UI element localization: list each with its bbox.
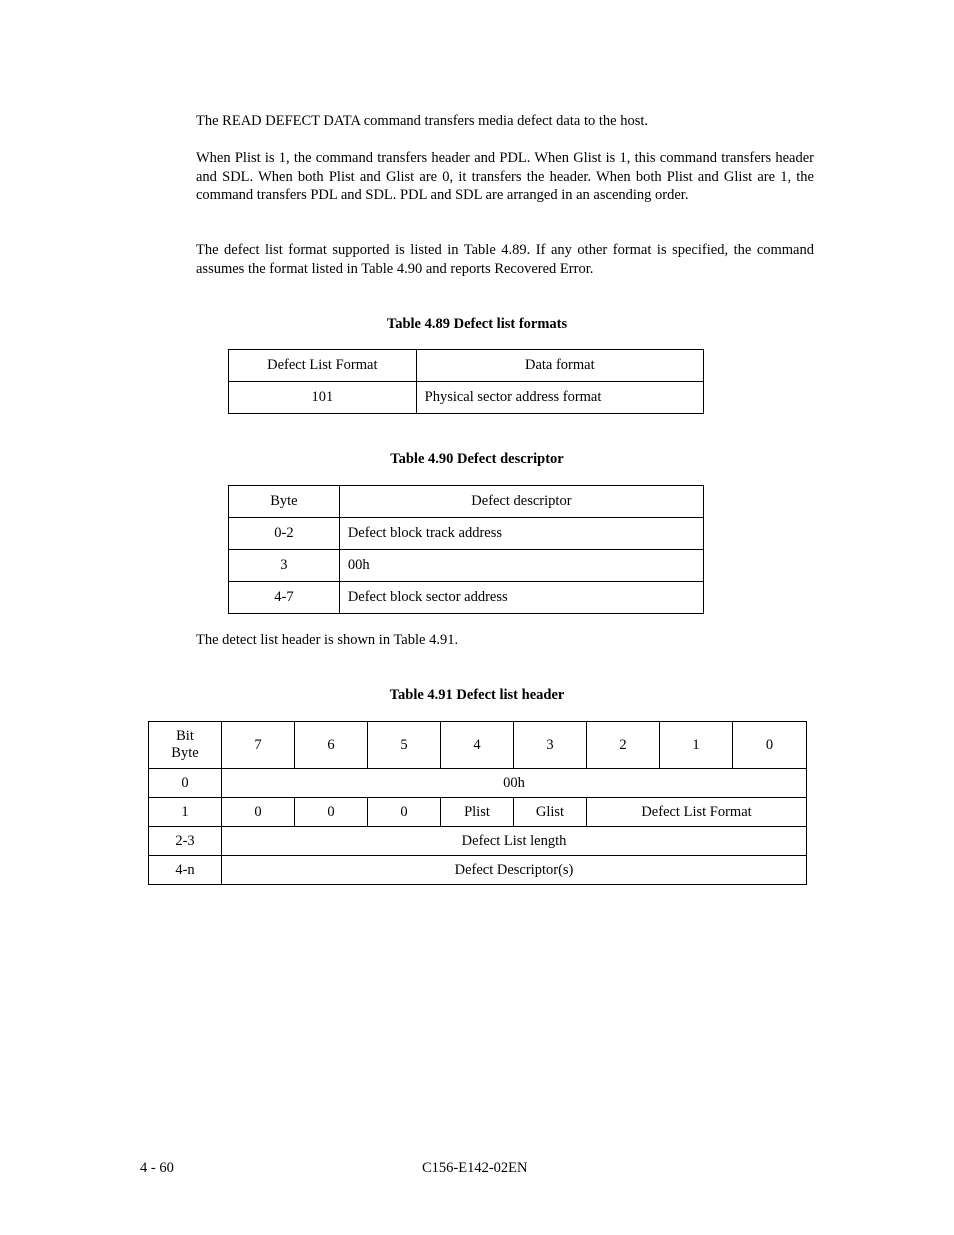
table-header-row (229, 486, 704, 518)
format-code-cell: 101 (229, 382, 417, 414)
table-row (229, 582, 704, 614)
header-data-format: Data format (416, 350, 703, 382)
bit-7-cell: 0 (222, 798, 295, 827)
bit-1-header: 1 (660, 722, 733, 769)
bit-7-header: 7 (222, 722, 295, 769)
plist-glist-paragraph: When Plist is 1, the command transfers header and PDL. When Glist is 1, this command transfers header and SDL. When both Plist and Glist are 0, it transfers the header. When both Plist and Glist are 1, the command transfers PDL and SDL. PDL and SDL are arranged in an ascending order. (196, 150, 814, 203)
bit-5-cell: 0 (368, 798, 441, 827)
reserved-value-cell: 00h (222, 769, 807, 798)
table-row (229, 382, 704, 414)
table-header-row (229, 350, 704, 382)
header-reference-paragraph: The detect list header is shown in Table 4.91. (196, 632, 459, 648)
defect-list-formats-table (228, 349, 704, 414)
descriptor-cell: Defect block track address (339, 518, 703, 550)
byte-cell: 4-7 (229, 582, 340, 614)
header-byte: Byte (229, 486, 340, 518)
defect-descriptors-cell: Defect Descriptor(s) (222, 856, 807, 885)
bit-6-header: 6 (295, 722, 368, 769)
descriptor-cell: 00h (339, 550, 703, 582)
byte-cell: 0-2 (229, 518, 340, 550)
table-row (149, 798, 807, 827)
table-4-89-caption: Table 4.89 Defect list formats (386, 316, 568, 332)
bit-5-header: 5 (368, 722, 441, 769)
glist-cell: Glist (514, 798, 587, 827)
table-row (149, 769, 807, 798)
document-code: C156-E142-02EN (422, 1160, 528, 1176)
byte-cell: 1 (149, 798, 222, 827)
defect-list-length-cell: Defect List length (222, 827, 807, 856)
table-row (149, 856, 807, 885)
bit-3-header: 3 (514, 722, 587, 769)
byte-cell: 0 (149, 769, 222, 798)
corner-bit-label: Bit (176, 728, 194, 744)
bit-header-row (149, 722, 807, 769)
corner-byte-label: Byte (171, 745, 199, 761)
bit-4-header: 4 (441, 722, 514, 769)
table-row (149, 827, 807, 856)
byte-cell: 2-3 (149, 827, 222, 856)
table-row (229, 518, 704, 550)
byte-cell: 4-n (149, 856, 222, 885)
table-row (229, 550, 704, 582)
table-4-90-caption: Table 4.90 Defect descriptor (390, 451, 564, 467)
byte-cell: 3 (229, 550, 340, 582)
header-defect-descriptor: Defect descriptor (339, 486, 703, 518)
bit-0-header: 0 (733, 722, 807, 769)
bit-byte-corner-cell (149, 722, 222, 769)
descriptor-cell: Defect block sector address (339, 582, 703, 614)
plist-cell: Plist (441, 798, 514, 827)
intro-paragraph: The READ DEFECT DATA command transfers media defect data to the host. (196, 113, 648, 129)
bit-2-header: 2 (587, 722, 660, 769)
table-4-91-caption: Table 4.91 Defect list header (389, 687, 565, 703)
defect-descriptor-table (228, 485, 704, 614)
header-defect-list-format: Defect List Format (229, 350, 417, 382)
bit-6-cell: 0 (295, 798, 368, 827)
format-description-cell: Physical sector address format (416, 382, 703, 414)
format-paragraph: The defect list format supported is listed in Table 4.89. If any other format is specified, the command assumes the format listed in Table 4.90 and reports Recovered Error. (196, 242, 814, 277)
defect-list-format-cell: Defect List Format (587, 798, 807, 827)
page-number: 4 - 60 (140, 1160, 174, 1176)
defect-list-header-table (148, 721, 807, 885)
